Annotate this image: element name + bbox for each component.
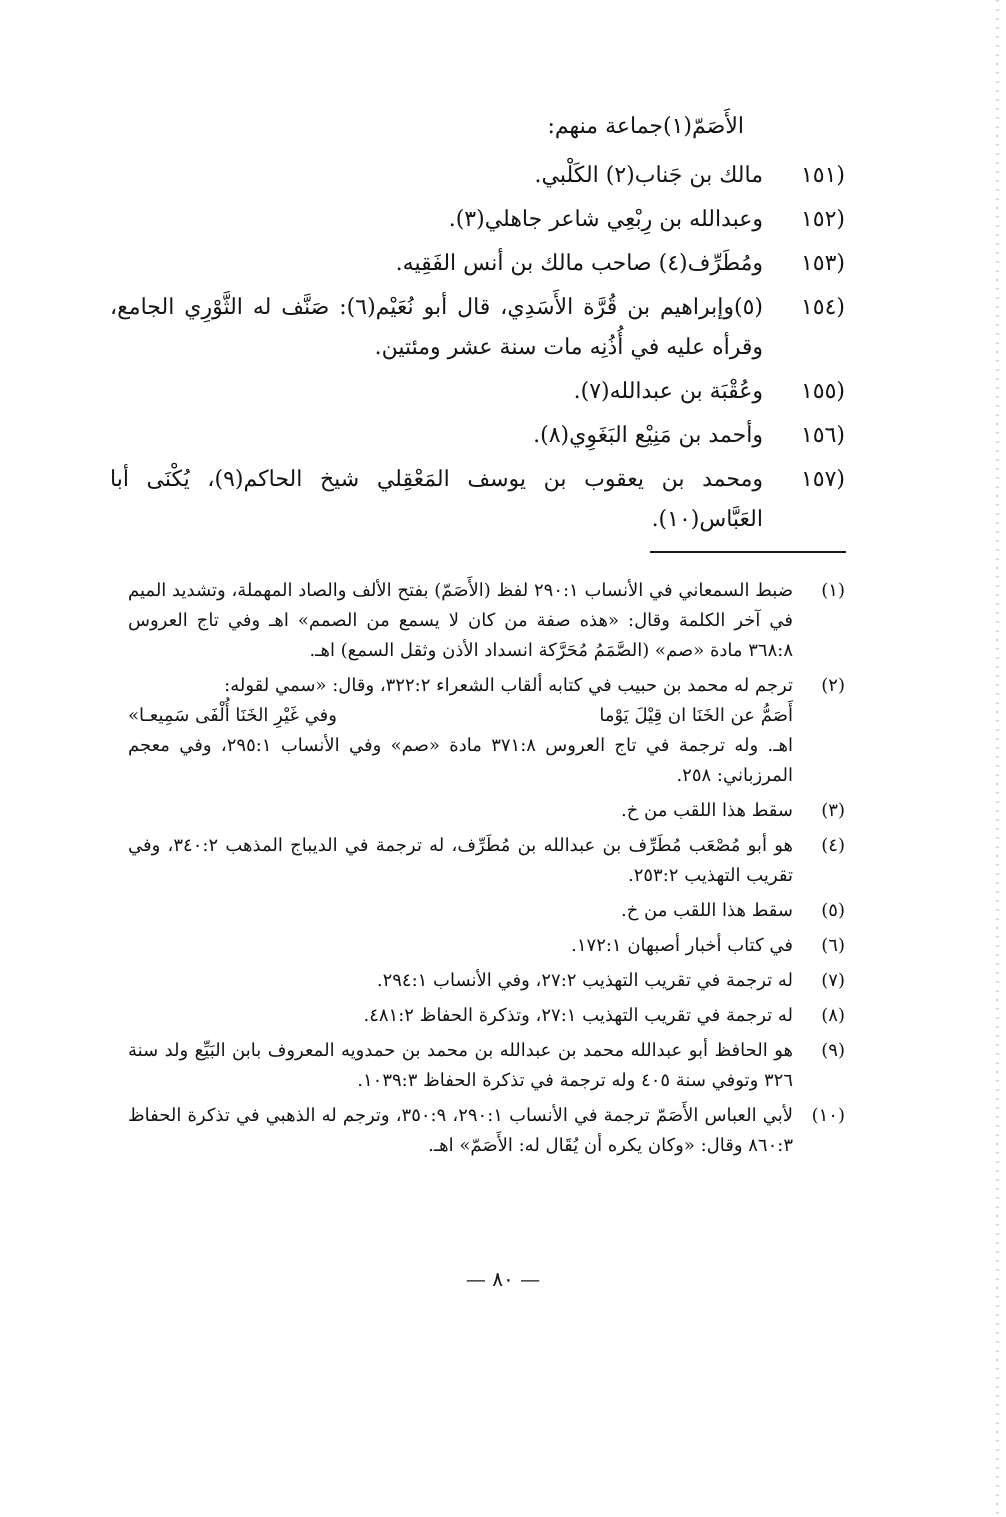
footnote-text: لأبي العباس الأَصَمّ ترجمة في الأنساب ٢٩٠:١، ٣٥٠:٩، وترجم له الذهبي في تذكرة الحفاظ ٨٦٠:٣ وقال: «وكان يكره أن يُقَال له: الأَصَمّ» اهـ. xyxy=(128,1105,793,1156)
list-item xyxy=(110,416,845,456)
entry-number: (١٥٢ xyxy=(800,207,845,232)
footnote xyxy=(128,831,845,891)
poem-verse xyxy=(128,701,793,731)
footnote-text: سقط هذا اللقب من خ. xyxy=(620,800,793,821)
list-item xyxy=(110,200,845,240)
entry-number: (١٥٥ xyxy=(800,379,845,404)
footnote xyxy=(128,1036,845,1096)
footnote-number: (٩) xyxy=(821,1040,845,1061)
list-item xyxy=(110,156,845,196)
list-item xyxy=(110,460,845,540)
section-heading: الأَصَمّ(١)جماعة منهم: xyxy=(547,114,744,139)
page-number: — ٨٠ — xyxy=(465,1267,541,1291)
footnote-text: هو أبو مُصْعَب مُطَرِّف بن عبدالله بن مُطَرِّف، له ترجمة في الديباج المذهب ٣٤٠:٢، وفي تقريب التهذيب ٢٥٣:٢. xyxy=(128,835,793,886)
list-item xyxy=(110,372,845,412)
footnote-number: (٢) xyxy=(821,675,845,696)
footnote-number: (٥) xyxy=(821,900,845,921)
entry-number: (١٥٧ xyxy=(800,467,845,492)
footnote-number: (٦) xyxy=(821,935,845,956)
entry-list xyxy=(110,156,845,544)
entry-number: (١٥٤ xyxy=(800,295,845,320)
entry-text: وأحمد بن مَنِيْع البَغَوِي(٨). xyxy=(533,423,763,448)
footnote-text: هو الحافظ أبو عبدالله محمد بن عبدالله بن محمد بن حمدويه المعروف بابن البَيِّع ولد سنة ٣٢٦ وتوفي سنة ٤٠٥ وله ترجمة في تذكرة الحفاظ ١٠٣٩:٣. xyxy=(128,1040,793,1091)
entry-number: (١٥٦ xyxy=(800,423,845,448)
footnote-number: (٣) xyxy=(821,800,845,821)
footnote-text: في كتاب أخبار أصبهان ١٧٢:١. xyxy=(571,935,793,956)
footnote-text: سقط هذا اللقب من خ. xyxy=(620,900,793,921)
footnote xyxy=(128,931,845,961)
footnote-body xyxy=(128,671,793,791)
poem-right-hemistich: أَصَمُّ عن الخَنَا ان قِيْلَ يَوْما xyxy=(599,705,793,726)
poem-left-hemistich: وفي غَيْرِ الخَنَا أُلْفَى سَمِيعـا» xyxy=(128,705,337,726)
entry-number: (١٥١ xyxy=(800,163,845,188)
footnote xyxy=(128,796,845,826)
list-item xyxy=(110,244,845,284)
entry-text: (٥)وإبراهيم بن قُرَّة الأَسَدِي، قال أبو نُعَيْم(٦): صَنَّف له الثَّوْرِي الجامع، وقرأه عليه في أُذُنِه مات سنة عشر ومئتين. xyxy=(110,295,764,360)
footnotes xyxy=(128,576,845,1166)
entry-number: (١٥٣ xyxy=(800,251,845,276)
footnote xyxy=(128,1101,845,1161)
footnote-text: له ترجمة في تقريب التهذيب ٢٧:٢، وفي الأنساب ٢٩٤:١. xyxy=(376,970,793,991)
footnote-separator xyxy=(650,551,846,553)
footnote xyxy=(128,1001,845,1031)
footnote-number: (٤) xyxy=(821,835,845,856)
footnote xyxy=(128,966,845,996)
footnote-text: ضبط السمعاني في الأنساب ٢٩٠:١ لفظ (الأَصَمّ) بفتح الألف والصاد المهملة، وتشديد الميم في آخر الكلمة وقال: «هذه صفة من كان لا يسمع من الصمم» اهـ وفي تاج العروس ٣٦٨:٨ مادة «صم» (الصَّمَمُ مُحَرَّكة انسداد الأذن وثقل السمع) اهـ. xyxy=(128,580,793,661)
entry-text: وعُقْبَة بن عبدالله(٧). xyxy=(573,379,763,404)
footnote xyxy=(128,576,845,666)
footnote-number: (١٠) xyxy=(811,1105,845,1126)
entry-text: ومُطَرِّف(٤) صاحب مالك بن أنس الفَقِيه. xyxy=(395,251,763,276)
footnote-number: (٧) xyxy=(821,970,845,991)
footnote-text: ترجم له محمد بن حبيب في كتابه ألقاب الشعراء ٣٢٢:٢، وقال: «سمي لقوله: xyxy=(224,675,793,696)
footnote-text: له ترجمة في تقريب التهذيب ٢٧:١، وتذكرة الحفاظ ٤٨١:٢. xyxy=(363,1005,793,1026)
entry-text: وعبدالله بن رِبْعِي شاعر جاهلي(٣). xyxy=(448,207,763,232)
list-item xyxy=(110,288,845,368)
footnote-number: (١) xyxy=(821,580,845,601)
entry-text: ومحمد بن يعقوب بن يوسف المَعْقِلي شيخ الحاكم(٩)، يُكْنَى أبا العَبَّاس(١٠). xyxy=(110,467,764,532)
footnote xyxy=(128,896,845,926)
footnote-text: اهـ. وله ترجمة في تاج العروس ٣٧١:٨ مادة «صم» وفي الأنساب ٢٩٥:١، وفي معجم المرزباني: ٢٥٨. xyxy=(128,735,793,786)
footnote xyxy=(128,671,845,791)
footnote-number: (٨) xyxy=(821,1005,845,1026)
entry-text: مالك بن جَناب(٢) الكَلْبي. xyxy=(534,163,763,188)
